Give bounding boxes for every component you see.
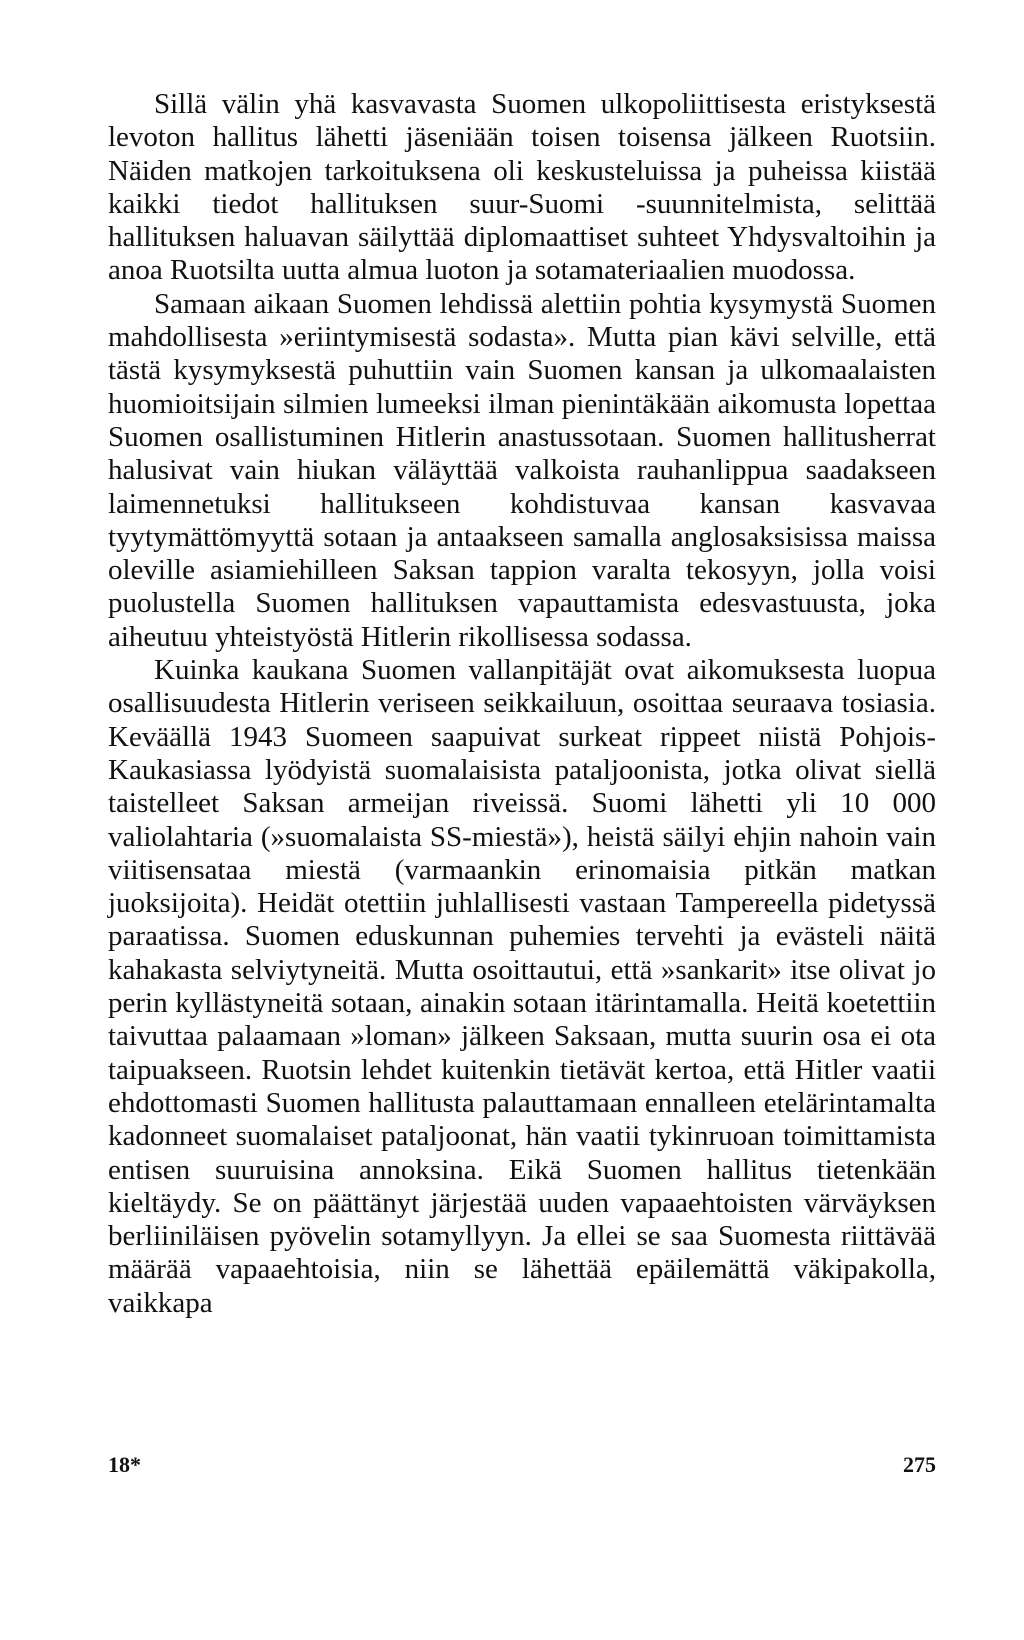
page-number: 275: [903, 1452, 936, 1477]
paragraph-2: Samaan aikaan Suomen lehdissä alettiin pohtia kysymystä Suomen mahdollisesta »eriintymisestä sodasta». Mutta pian kävi selville, että tästä kysymyksestä puhuttiin vain Suomen kansan ja ulkomaalaisten huomioitsijain silmien lumeeksi ilman pienintäkään aikomusta lopettaa Suomen osallistuminen Hitlerin anastussotaan. Suomen hallitusherrat halusivat vain hiukan väläyttää valkoista rauhanlippua saadakseen laimennetuksi hallitukseen kohdistuvaa kansan kasvavaa tyytymättömyyttä sotaan ja antaakseen samalla anglosaksisissa maissa oleville asiamiehilleen Saksan tappion varalta tekosyyn, jolla voisi puolustella Suomen hallituksen vapauttamista edesvastuusta, joka aiheutuu yhteistyöstä Hitlerin rikollisessa sodassa.: [108, 287, 936, 653]
paragraph-3: Kuinka kaukana Suomen vallanpitäjät ovat aikomuksesta luopua osallisuudesta Hitlerin veriseen seikkailuun, osoittaa seuraava tosiasia. Keväällä 1943 Suomeen saapuivat surkeat rippeet niistä Pohjois-Kaukasiassa lyödyistä suomalaisista pataljoonista, jotka olivat siellä taistelleet Saksan armeijan riveissä. Suomi lähetti yli 10 000 valiolahtaria (»suomalaista SS-miestä»), heistä säilyi ehjin nahoin vain viitisensataa miestä (varmaankin erinomaisia pitkän matkan juoksijoita). Heidät otettiin juhlallisesti vastaan Tampereella pidetyssä paraatissa. Suomen eduskunnan puhemies tervehti ja evästeli näitä kahakasta selviytyneitä. Mutta osoittautui, että »sankarit» itse olivat jo perin kyllästyneitä sotaan, ainakin sotaan itärintamalla. Heitä koetettiin taivuttaa palaamaan »loman» jälkeen Saksaan, mutta suurin osa ei ota taipuakseen. Ruotsin lehdet kuitenkin tietävät kertoa, että Hitler vaatii ehdottomasti Suomen hallitusta palauttamaan ennalleen etelärintamalta kadonneet suomalaiset pataljoonat, hän vaatii tykinruoan toimittamista entisen suuruisina annoksina. Eikä Suomen hallitus tietenkään kieltäydy. Se on päättänyt järjestää uuden vapaaehtoisten värväyksen berliiniläisen pyövelin sotamyllyyn. Ja ellei se saa Suomesta riittävää määrää vapaaehtoisia, niin se lähettää epäilemättä väkipakolla, vaikkapa: [108, 654, 936, 1319]
document-page: [108, 88, 936, 1320]
printer-signature-mark: 18*: [108, 1452, 141, 1477]
page-footer: [108, 1452, 936, 1492]
paragraph-1: Sillä välin yhä kasvavasta Suomen ulkopoliittisesta eristyksestä levoton hallitus lähetti jäseniään toisen toisensa jälkeen Ruotsiin. Näiden matkojen tarkoituksena oli keskusteluissa ja puheissa kiistää kaikki tiedot hallituksen suur-Suomi -suunnitelmista, selittää hallituksen haluavan säilyttää diplomaattiset suhteet Yhdysvaltoihin ja anoa Ruotsilta uutta almua luoton ja sotamateriaalien muodossa.: [108, 88, 936, 287]
